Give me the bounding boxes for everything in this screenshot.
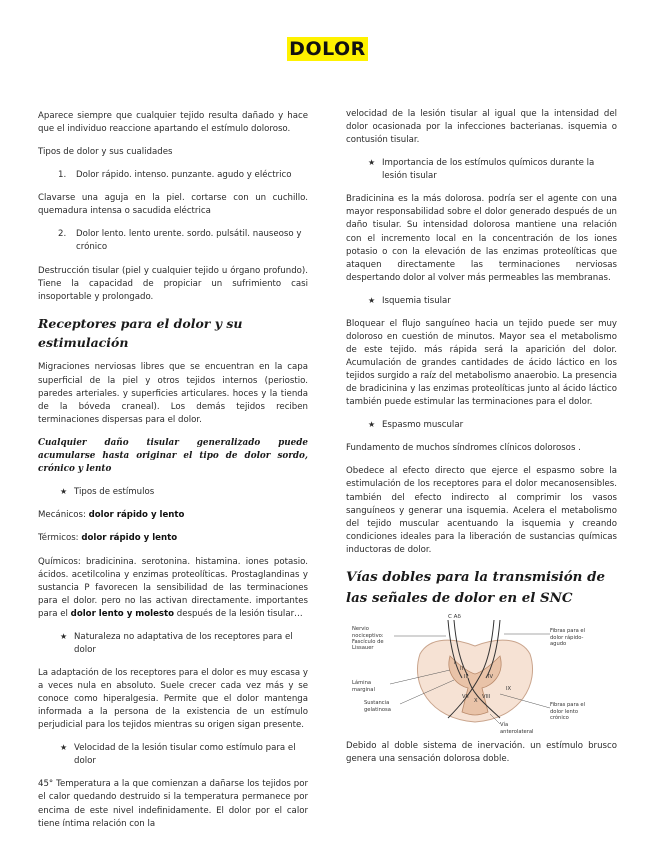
list-item [38,228,308,254]
bullet-item [38,631,308,657]
star-icon: ★ [60,743,68,753]
bullet-item [38,486,308,499]
list-number: 1. [58,170,67,181]
bullet-item [346,419,617,432]
fig-roman: IX [506,686,512,693]
quimicos-paragraph [38,556,308,621]
italic-subheading: Cualquier daño tisular generalizado puede acumularse hasta originar el tipo de dolor sordo, crónico y lento [38,437,308,475]
fig-label-right1: Fibras para el dolor rápido-agudo [550,628,586,647]
fig-label-bottom: Vía anterolateral [500,722,534,735]
quimicos-text: Químicos: bradicinina. serotonina. histamina. iones potasio. ácidos. acetilcolina y enzimas proteolíticas. Prostaglandinas y sustancia P favorecen la sensibilidad de las terminaciones para el dolor. pero no las activan directamente. importantes para el [38,556,308,619]
quimicos-end: después de la lesión tisular… [174,608,303,619]
mecanicos-line [38,509,308,522]
types-heading: Tipos de dolor y sus cualidades [38,147,173,158]
fig-roman: X [474,698,478,705]
list-text: Dolor rápido. intenso. punzante. agudo y eléctrico [76,170,292,181]
termicos-line [38,532,308,545]
right-column [346,108,617,776]
item2-description: Destrucción tisular (piel y cualquier tejido u órgano profundo). Tiene la capacidad de propiciar un sufrimiento casi insoportable y prolongado. [38,265,308,302]
left-column [38,110,308,841]
fig-label-left3: Sustancia gelatinosa [364,700,391,713]
fundamento-paragraph: Fundamento de muchos síndromes clínicos dolorosos . [346,443,581,454]
item1-description: Clavarse una aguja en la piel. cortarse con un cuchillo. quemadura intensa o sacudida eléctrica [38,193,308,217]
quimicos-bold: dolor lento y molesto [70,608,175,619]
bullet-text: Velocidad de la lesión tisular como estímulo para el dolor [74,743,296,767]
termicos-label: Térmicos: [38,533,82,544]
bullet-text: Naturaleza no adaptativa de los receptores para el dolor [74,631,293,655]
isquemia-paragraph: Bloquear el flujo sanguíneo hacia un tejido puede ser muy doloroso en cuestión de minutos. Mayor sea el metabolismo de este tejido. más rápida será la aparición del dolor. Acumulación de grandes cantidades de ácido láctico en los tejidos surgido a raíz del metabolismo anaerobio. La presencia de bradicinina y las enzimas proteolíticas junto al ácido láctico también puede estimular las terminaciones para el dolor. [346,318,617,408]
fig-label-right2: Fibras para el dolor lento crónico [550,702,586,721]
fig-roman: II [460,666,464,673]
list-text: Dolor lento. lento urente. sordo. pulsátil. nauseoso y crónico [76,229,302,253]
list-item [38,169,308,182]
star-icon: ★ [368,420,376,430]
termicos-bold: dolor rápido y lento [81,533,178,544]
fig-label-left2: Lámina marginal [352,680,375,693]
fig-label-top: C Aδ [448,614,461,621]
bullet-text: Tipos de estímulos [74,487,155,498]
bradicinina-paragraph: Bradicinina es la más dolorosa. podría ser el agente con una mayor responsabilidad sobre el dolor generado después de un daño tisular. Su intensidad dolorosa mantiene una relación con el incremento local en la concentración de los iones potasio o con la elevación de las enzimas proteolíticas que ataquen directamente las terminaciones nerviosas despertando dolor al volver más permeables las membranas. [346,194,617,283]
bullet-item [346,157,617,183]
star-icon: ★ [60,631,68,641]
fig-roman: I [454,660,456,667]
spinal-cord-figure [350,614,600,735]
star-icon: ★ [60,487,68,497]
mecanicos-label: Mecánicos: [38,510,89,521]
list-number: 2. [58,229,67,240]
adaptation-paragraph: La adaptación de los receptores para el dolor es muy escasa y a veces nula en absoluto. Suele crecer cada vez más y se conoce como hiperalgesia. Permite que el dolor mantenga informada a la persona de la existencia de un estímulo perjudicial para los tejidos mientras su origen sigan presente. [38,667,308,731]
receptors-paragraph: Migraciones nerviosas libres que se encuentran en la capa superficial de la piel y otros tejidos internos (periostio. paredes arteriales. y superficies articulares. hoces y la tienda de la bóveda craneal). Los demás tejidos reciben terminaciones dispersas para el dolor. [38,362,308,425]
bullet-text: Importancia de los estímulos químicos durante la lesión tisular [382,158,595,182]
fig-roman: VII [462,694,469,701]
page-title [0,38,655,60]
section-heading-vias: Vías dobles para la transmisión de las señales de dolor en el SNC [346,568,605,606]
velocity-paragraph: 45° Temperatura a la que comienzan a dañarse los tejidos por el calor quedando destruido si la temperatura permanece por encima de este nivel indefinidamente. El dolor por el calor tiene íntima relación con la [38,779,308,829]
doble-paragraph: Debido al doble sistema de inervación. un estímulo brusco genera una sensación dolorosa doble. [346,741,617,765]
obedece-paragraph: Obedece al efecto directo que ejerce el espasmo sobre la estimulación de los receptores para el dolor mecanosensibles. también del efecto indirecto al comprimir los vasos sanguíneos y generar una isquemia. Acelera el metabolismo del tejido muscular acentuando la isquemia y creando condiciones ideales para la liberación de sustancias químicas inductoras de dolor. [346,466,617,555]
section-heading-receptores: Receptores para el dolor y su estimulación [38,315,243,351]
star-icon: ★ [368,295,376,305]
bullet-item [38,742,308,768]
star-icon: ★ [368,158,376,168]
intro-paragraph: Aparece siempre que cualquier tejido resulta dañado y hace que el individuo reaccione apartando el estímulo doloroso. [38,111,308,135]
continuation-paragraph: velocidad de la lesión tisular al igual que la intensidad del dolor ocasionada por la infecciones bacterianas. isquemia o contusión tisular. [346,109,617,146]
fig-label-left1: Nervio nociceptivo: Fascículo de Lissauer [352,626,384,652]
bullet-text: Espasmo muscular [382,420,464,431]
fig-roman: III [464,674,469,681]
fig-roman: VIII [482,694,491,701]
fig-roman: IV [488,674,494,681]
page-title-text: DOLOR [289,38,366,60]
bullet-text: Isquemia tisular [382,295,451,306]
bullet-item [346,295,617,308]
mecanicos-bold: dolor rápido y lento [88,510,185,521]
